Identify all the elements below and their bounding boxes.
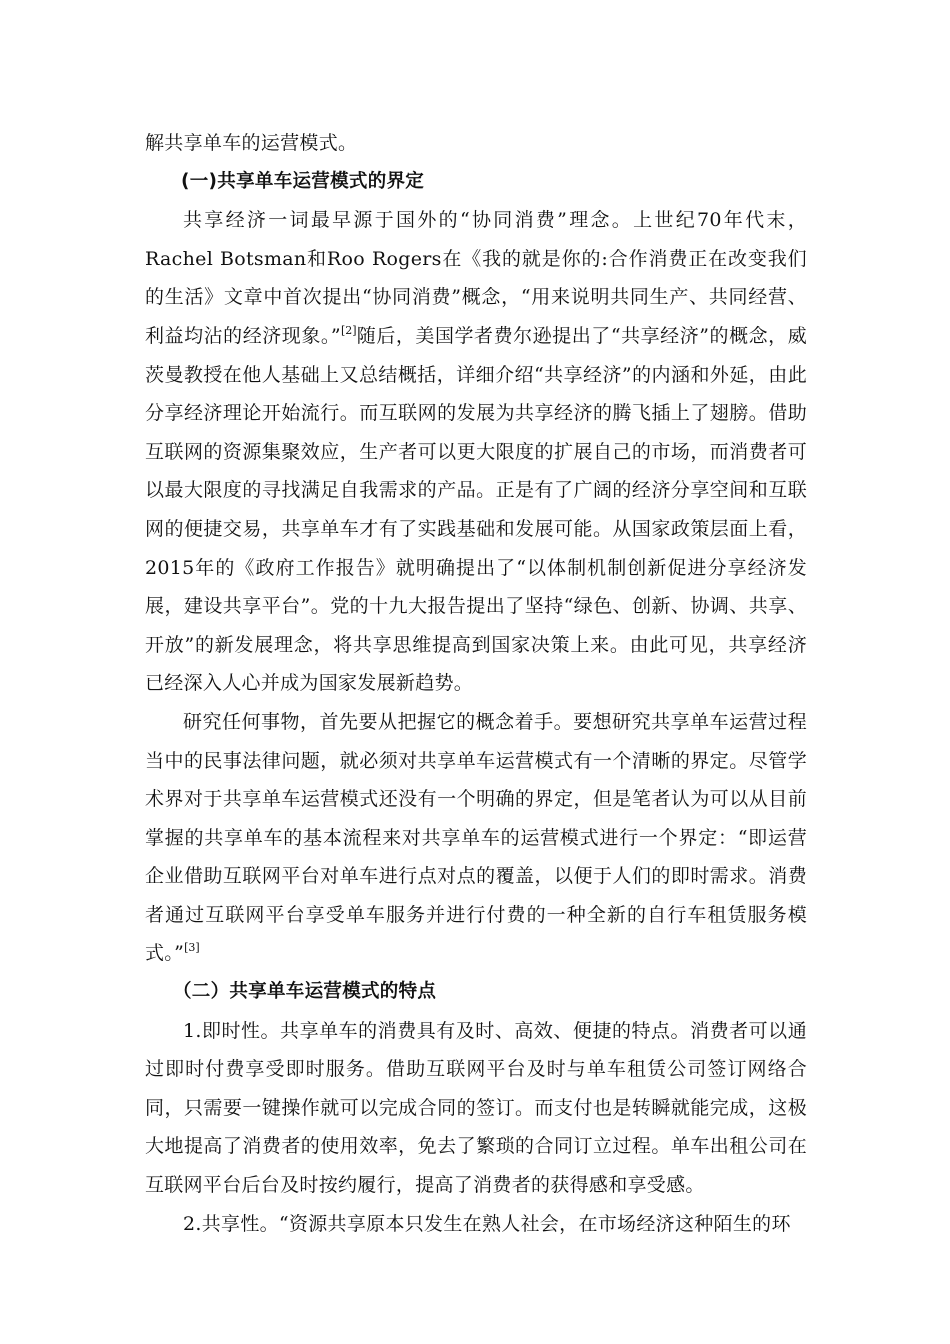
paragraph-sharing: 2.共享性。“资源共享原本只发生在熟人社会，在市场经济这种陌生的环 [183,1212,791,1235]
paragraph-continuation: 解共享单车的运营模式。 [145,132,358,154]
paragraph-definition [145,703,807,973]
citation-ref-2: [2] [340,323,357,337]
document-body [145,124,807,1243]
paragraph-text: 研究任何事物，首先要从把握它的概念着手。要想研究共享单车运营过程当中的民事法律问题，就必须对共享单车运营模式有一个清晰的界定。尽管学术界对于共享单车运营模式还没有一个明确的界定，但是笔者认为可以从目前掌握的共享单车的基本流程来对共享单车的运营模式进行一个界定：“即运营企业借助互联网平台对单车进行点对点的覆盖，以便于人们的即时需求。消费者通过互联网平台享受单车服务并进行付费的一种全新的自行车租赁服务模式。” [145,710,807,965]
section-heading-1: (一)共享单车运营模式的界定 [181,170,425,192]
paragraph-immediacy: 1.即时性。共享单车的消费具有及时、高效、便捷的特点。消费者可以通过即时付费享受即时服务。借助互联网平台及时与单车租赁公司签订网络合同，只需要一键操作就可以完成合同的签订。而支付也是转瞬就能完成，这极大地提高了消费者的使用效率，免去了繁琐的合同订立过程。单车出租公司在互联网平台后台及时按约履行，提高了消费者的获得感和享受感。 [145,1019,807,1197]
paragraph-origin-of-sharing-economy [145,201,807,703]
section-heading-2: （二）共享单车运营模式的特点 [173,981,437,1003]
paragraph-text: 随后，美国学者费尔逊提出了“共享经济”的概念，威茨曼教授在他人基础上又总结概括，详细介绍“共享经济”的内涵和外延，由此分享经济理论开始流行。而互联网的发展为共享经济的腾飞插上了翅膀。借助互联网的资源集聚效应，生产者可以更大限度的扩展自己的市场，而消费者可以最大限度的寻找满足自我需求的产品。正是有了广阔的经济分享空间和互联网的便捷交易，共享单车才有了实践基础和发展可能。从国家政策层面上看，2015年的《政府工作报告》就明确提出了“以体制机制创新促进分享经济发展，建设共享平台”。党的十九大报告提出了坚持“绿色、创新、协调、共享、开放”的新发展理念，将共享思维提高到国家决策上来。由此可见，共享经济已经深入人心并成为国家发展新趋势。 [145,324,807,695]
citation-ref-3: [3] [184,941,200,955]
paragraph-text: 共享经济一词最早源于国外的“协同消费”理念。上世纪70年代末，Rachel Botsman和Roo Rogers在《我的就是你的:合作消费正在改变我们的生活》文章中首次提出“协同消费”概念，“用来说明共同生产、共同经营、利益均沾的经济现象。” [145,209,807,347]
